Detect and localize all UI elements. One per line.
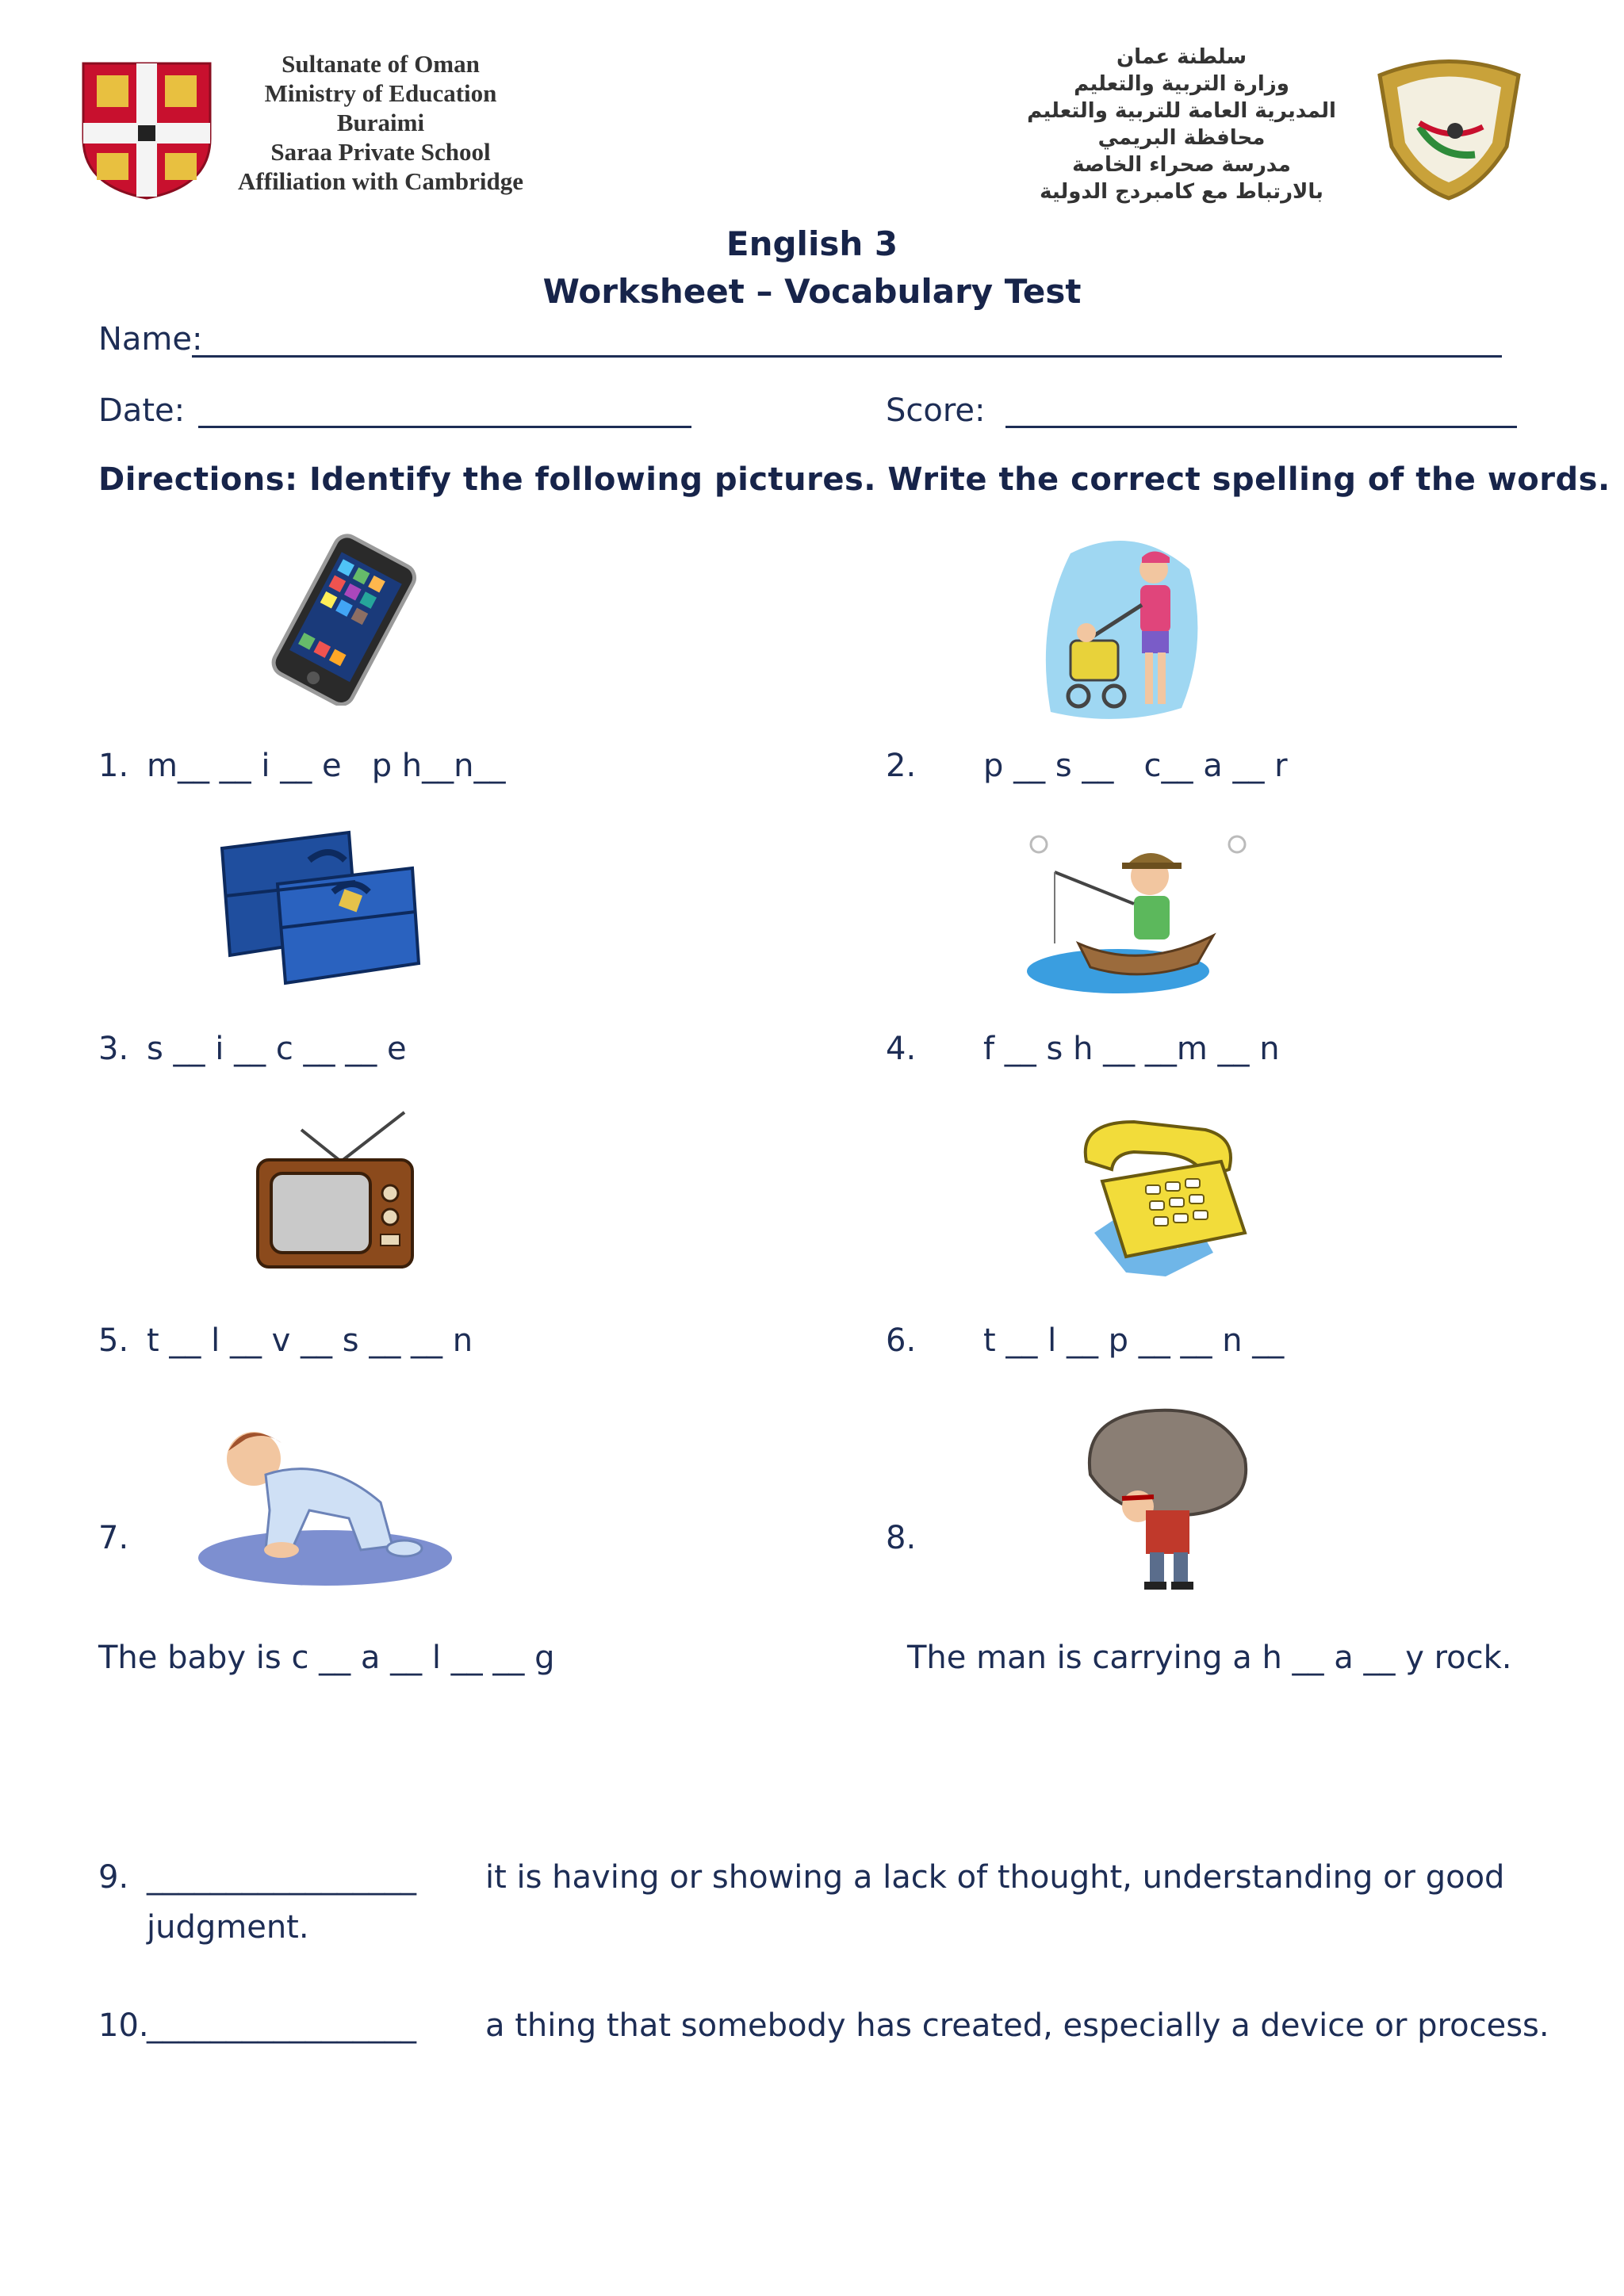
header-line: Buraimi	[336, 109, 425, 136]
date-field[interactable]	[198, 426, 691, 428]
header-line: بالارتباط مع كامبردج الدولية	[1040, 180, 1323, 204]
question-1-blanks[interactable]: m__ __ i __ e p h__n__	[147, 748, 506, 784]
question-3-blanks[interactable]: s __ i __ c __ __ e	[147, 1031, 407, 1067]
score-label: Score:	[886, 392, 986, 429]
school-badge-logo	[1364, 52, 1534, 202]
suitcase-picture	[214, 817, 422, 987]
question-number: 2.	[886, 748, 917, 784]
question-7-sentence[interactable]: The baby is c __ a __ l __ __ g	[98, 1640, 555, 1676]
header-line: مدرسة صحراء الخاصة	[1072, 153, 1291, 177]
cambridge-shield-logo	[79, 59, 214, 201]
definition-10-blank[interactable]: _________________	[147, 2007, 416, 2044]
header-line: Affiliation with Cambridge	[238, 167, 523, 195]
header-line: سلطنة عمان	[1116, 45, 1247, 69]
header-line: Sultanate of Oman	[282, 50, 480, 78]
question-5-blanks[interactable]: t __ l __ v __ s __ __ n	[147, 1322, 473, 1359]
question-number: 5.	[98, 1322, 129, 1359]
definition-9-text: it is having or showing a lack of thought, understanding or good	[485, 1859, 1505, 1896]
school-name-arabic	[1007, 44, 1356, 205]
question-6-blanks[interactable]: t __ l __ p __ __ n __	[983, 1322, 1285, 1359]
name-label: Name:	[98, 321, 203, 358]
question-number: 8.	[886, 1520, 917, 1556]
question-number: 1.	[98, 748, 129, 784]
question-number: 6.	[886, 1322, 917, 1359]
definition-9-continuation: judgment.	[147, 1909, 309, 1946]
header-line: المديرية العامة للتربية والتعليم	[1027, 99, 1336, 123]
header-line: محافظة البريمي	[1097, 126, 1266, 150]
question-number: 10.	[98, 2007, 149, 2044]
date-label: Date:	[98, 392, 186, 429]
name-field[interactable]	[192, 355, 1502, 358]
question-4-blanks[interactable]: f __ s h __ __m __ n	[983, 1031, 1280, 1067]
question-number: 4.	[886, 1031, 917, 1067]
television-picture	[254, 1106, 416, 1272]
worksheet-title: Worksheet – Vocabulary Test	[542, 272, 1082, 311]
fisherman-picture	[1023, 825, 1261, 1007]
crawling-baby-picture	[190, 1415, 456, 1590]
question-2-blanks[interactable]: p __ s __ c__ a __ r	[983, 748, 1288, 784]
header-line: وزارة التربية والتعليم	[1074, 72, 1289, 96]
definition-9-blank[interactable]: _________________	[147, 1859, 416, 1896]
question-number: 3.	[98, 1031, 129, 1067]
directions-text: Directions: Identify the following pictures. Write the correct spelling of the words.	[98, 461, 1611, 498]
heavy-rock-picture	[1074, 1403, 1257, 1594]
question-8-sentence[interactable]: The man is carrying a h __ a __ y rock.	[907, 1640, 1512, 1676]
telephone-picture	[1047, 1114, 1257, 1282]
mobile-phone-picture	[254, 531, 436, 706]
definition-10-text: a thing that somebody has created, especially a device or process.	[485, 2007, 1549, 2044]
header-line: Saraa Private School	[270, 138, 491, 166]
question-number: 7.	[98, 1520, 129, 1556]
score-field[interactable]	[1005, 426, 1517, 428]
course-title: English 3	[726, 224, 898, 263]
school-name-english	[214, 49, 547, 196]
question-number: 9.	[98, 1859, 129, 1896]
push-chair-picture	[1039, 530, 1205, 728]
header-line: Ministry of Education	[264, 79, 497, 107]
